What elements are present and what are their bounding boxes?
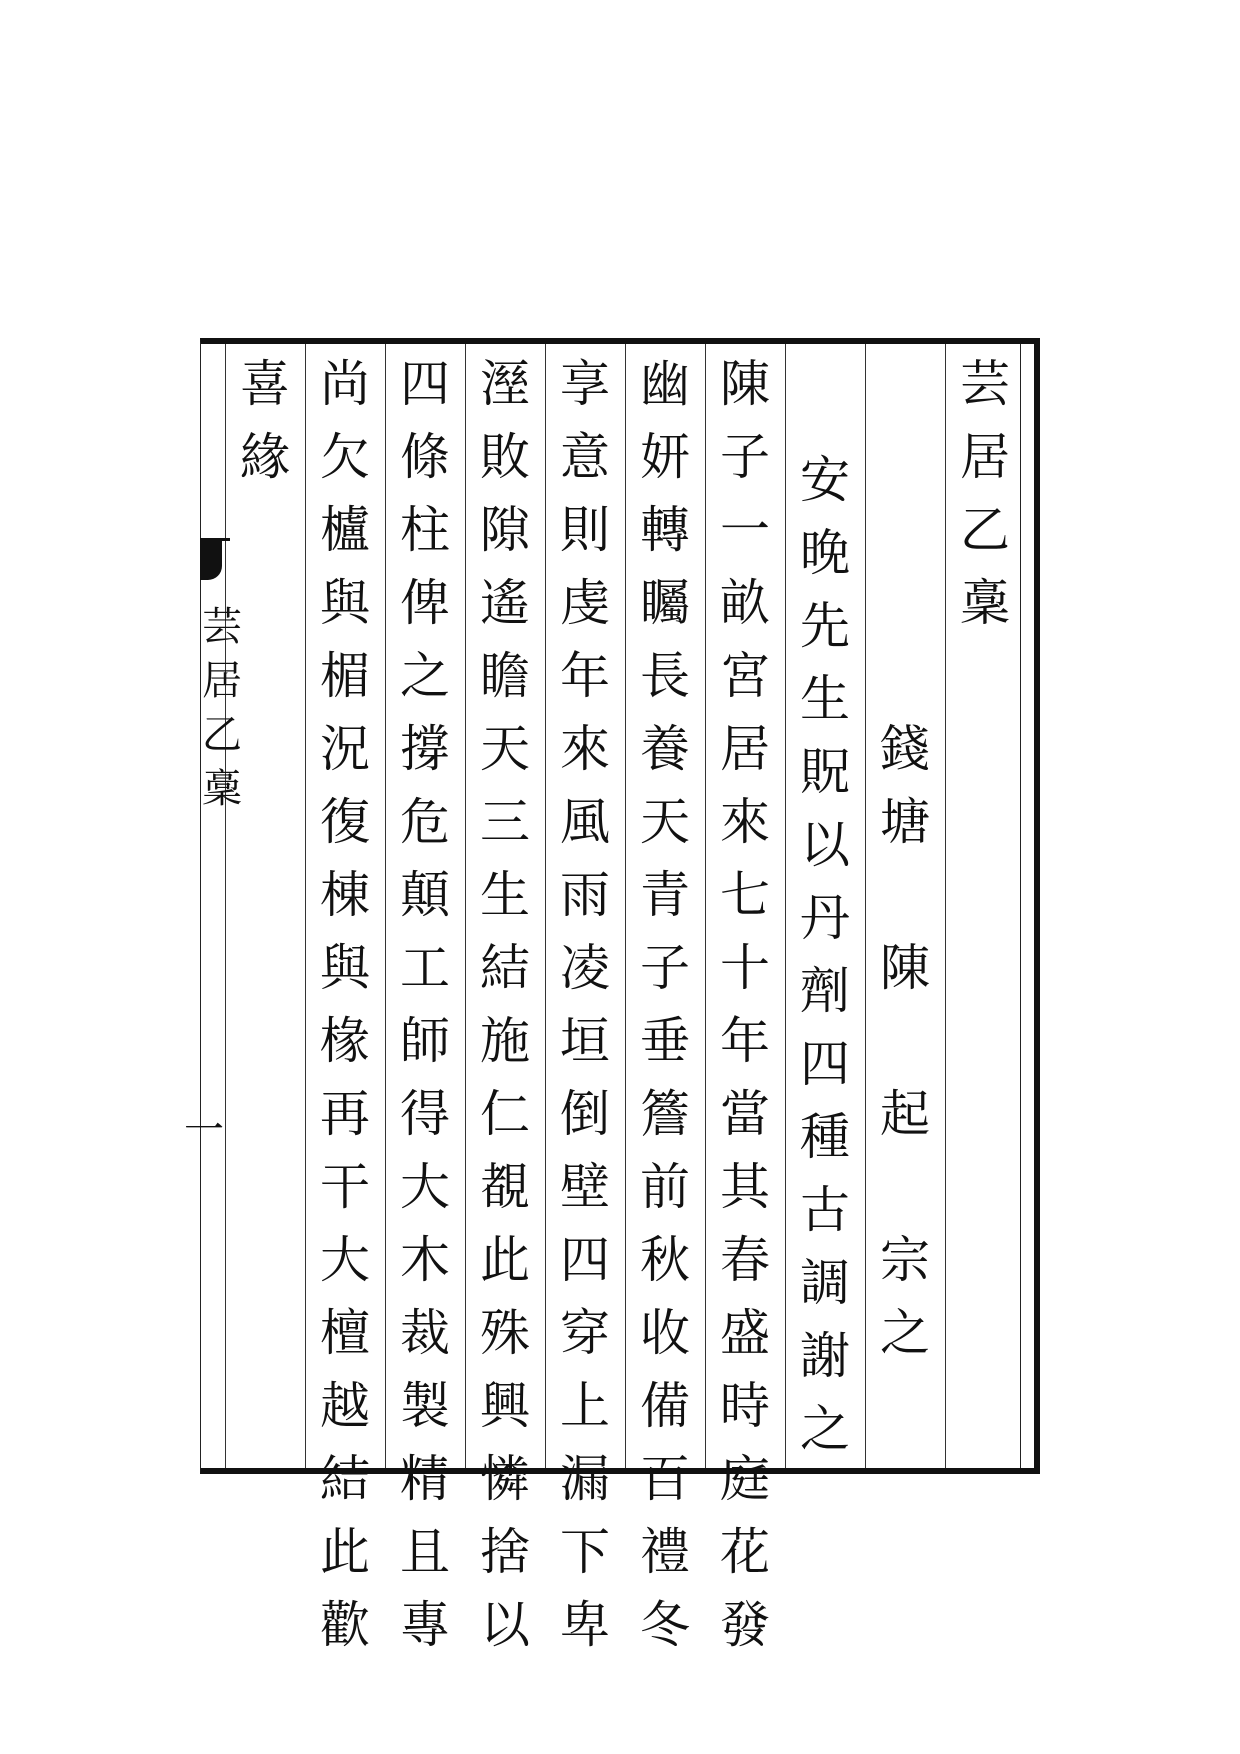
glyph: 喜 [240, 355, 290, 413]
glyph: 柱 [400, 501, 450, 559]
glyph: 製 [400, 1377, 450, 1435]
glyph: 木 [400, 1231, 450, 1289]
glyph: 之 [880, 1304, 930, 1362]
glyph: 師 [400, 1012, 450, 1070]
author-column [865, 348, 945, 1466]
glyph: 卑 [560, 1596, 610, 1654]
glyph: 興 [480, 1377, 530, 1435]
fold-edge-label [180, 600, 242, 816]
glyph: 錢 [880, 720, 930, 778]
glyph: 垂 [640, 1012, 690, 1070]
glyph: 此 [320, 1523, 370, 1581]
glyph: 子 [640, 939, 690, 997]
glyph: 陳 [880, 939, 930, 997]
glyph: 冬 [640, 1596, 690, 1654]
text-column-5 [385, 348, 465, 1654]
glyph: 結 [480, 939, 530, 997]
glyph: 百 [640, 1450, 690, 1508]
glyph: 遙 [480, 574, 530, 632]
glyph: 來 [560, 720, 610, 778]
glyph: 仁 [480, 1085, 530, 1143]
glyph: 幽 [640, 355, 690, 413]
glyph: 年 [560, 647, 610, 705]
glyph: 且 [400, 1523, 450, 1581]
glyph: 瞻 [480, 647, 530, 705]
fold-label-glyph: 芸 [202, 604, 242, 650]
glyph: 凌 [560, 939, 610, 997]
glyph: 況 [320, 720, 370, 778]
glyph: 裁 [400, 1304, 450, 1362]
glyph: 覩 [480, 1158, 530, 1216]
glyph: 隙 [480, 501, 530, 559]
indent-space [869, 567, 941, 640]
text-column-2 [625, 348, 705, 1654]
glyph: 青 [640, 866, 690, 924]
glyph: 以 [800, 816, 850, 874]
glyph: 養 [640, 720, 690, 778]
glyph: 大 [400, 1158, 450, 1216]
glyph: 殊 [480, 1304, 530, 1362]
glyph: 撐 [400, 720, 450, 778]
glyph: 垣 [560, 1012, 610, 1070]
glyph: 古 [800, 1181, 850, 1239]
fold-label-glyph: 居 [202, 658, 242, 704]
glyph: 禮 [640, 1523, 690, 1581]
glyph: 庭 [720, 1450, 770, 1508]
glyph: 欠 [320, 428, 370, 486]
glyph: 越 [320, 1377, 370, 1435]
glyph: 居 [720, 720, 770, 778]
glyph: 轉 [640, 501, 690, 559]
glyph: 天 [480, 720, 530, 778]
glyph: 壁 [560, 1158, 610, 1216]
text-column-4 [465, 348, 545, 1654]
glyph: 歡 [320, 1596, 370, 1654]
glyph: 漏 [560, 1450, 610, 1508]
char-gap [869, 1005, 941, 1078]
glyph: 畝 [720, 574, 770, 632]
glyph: 結 [320, 1450, 370, 1508]
glyph: 十 [720, 939, 770, 997]
glyph: 劑 [800, 962, 850, 1020]
text-column-6 [305, 348, 385, 1654]
fold-edge-page-number [184, 1107, 226, 1153]
glyph: 危 [400, 793, 450, 851]
glyph: 此 [480, 1231, 530, 1289]
glyph: 妍 [640, 428, 690, 486]
glyph: 安 [800, 451, 850, 509]
glyph: 檀 [320, 1304, 370, 1362]
glyph: 雨 [560, 866, 610, 924]
glyph: 丹 [800, 889, 850, 947]
glyph: 三 [480, 793, 530, 851]
glyph: 享 [560, 355, 610, 413]
glyph: 之 [800, 1400, 850, 1458]
glyph: 天 [640, 793, 690, 851]
glyph: 收 [640, 1304, 690, 1362]
glyph: 長 [640, 647, 690, 705]
glyph: 再 [320, 1085, 370, 1143]
indent-space [869, 494, 941, 567]
text-column-1 [705, 348, 785, 1654]
glyph: 尚 [320, 355, 370, 413]
indent-space [789, 348, 861, 396]
glyph: 緣 [240, 428, 290, 486]
glyph: 宗 [880, 1231, 930, 1289]
glyph: 生 [800, 670, 850, 728]
glyph: 子 [720, 428, 770, 486]
glyph: 條 [400, 428, 450, 486]
glyph: 楣 [320, 647, 370, 705]
indent-space [869, 421, 941, 494]
glyph: 塘 [880, 793, 930, 851]
glyph: 以 [480, 1596, 530, 1654]
glyph: 調 [800, 1254, 850, 1312]
glyph: 棟 [320, 866, 370, 924]
glyph: 晚 [800, 524, 850, 582]
glyph: 之 [400, 647, 450, 705]
glyph: 宮 [720, 647, 770, 705]
glyph: 四 [800, 1035, 850, 1093]
glyph: 花 [720, 1523, 770, 1581]
fold-edge-fishtail [200, 540, 222, 580]
glyph: 四 [400, 355, 450, 413]
glyph: 與 [320, 939, 370, 997]
glyph: 施 [480, 1012, 530, 1070]
fold-label-glyph: 乙 [202, 712, 242, 758]
glyph: 稾 [960, 574, 1010, 632]
text-column-7 [225, 348, 305, 1466]
glyph: 先 [800, 597, 850, 655]
glyph: 其 [720, 1158, 770, 1216]
glyph: 復 [320, 793, 370, 851]
indent-space [789, 396, 861, 444]
fold-label-glyph: 稾 [202, 766, 242, 812]
glyph: 時 [720, 1377, 770, 1435]
glyph: 一 [720, 501, 770, 559]
glyph: 謝 [800, 1327, 850, 1385]
glyph: 當 [720, 1085, 770, 1143]
glyph: 貺 [800, 743, 850, 801]
heading-column [785, 348, 865, 1466]
glyph: 專 [400, 1596, 450, 1654]
glyph: 與 [320, 574, 370, 632]
glyph: 乙 [960, 501, 1010, 559]
glyph: 憐 [480, 1450, 530, 1508]
glyph: 居 [960, 428, 1010, 486]
glyph: 春 [720, 1231, 770, 1289]
glyph: 風 [560, 793, 610, 851]
glyph: 下 [560, 1523, 610, 1581]
glyph: 顛 [400, 866, 450, 924]
indent-space [869, 348, 941, 421]
glyph: 秋 [640, 1231, 690, 1289]
glyph: 捨 [480, 1523, 530, 1581]
glyph: 大 [320, 1231, 370, 1289]
glyph: 四 [560, 1231, 610, 1289]
glyph: 椽 [320, 1012, 370, 1070]
glyph: 發 [720, 1596, 770, 1654]
fold-page-number-text: 一 [184, 1107, 224, 1153]
char-gap [869, 859, 941, 932]
glyph: 盛 [720, 1304, 770, 1362]
glyph: 年 [720, 1012, 770, 1070]
text-column-3 [545, 348, 625, 1654]
glyph: 溼 [480, 355, 530, 413]
glyph: 陳 [720, 355, 770, 413]
indent-space [869, 640, 941, 713]
glyph: 上 [560, 1377, 610, 1435]
glyph: 起 [880, 1085, 930, 1143]
glyph: 簷 [640, 1085, 690, 1143]
glyph: 生 [480, 866, 530, 924]
glyph: 俾 [400, 574, 450, 632]
glyph: 則 [560, 501, 610, 559]
glyph: 虔 [560, 574, 610, 632]
glyph: 備 [640, 1377, 690, 1435]
title-column [945, 348, 1025, 1466]
glyph: 來 [720, 793, 770, 851]
glyph: 穿 [560, 1304, 610, 1362]
glyph: 櫨 [320, 501, 370, 559]
char-gap [869, 1151, 941, 1224]
glyph: 七 [720, 866, 770, 924]
glyph: 前 [640, 1158, 690, 1216]
glyph: 意 [560, 428, 610, 486]
glyph: 芸 [960, 355, 1010, 413]
glyph: 種 [800, 1108, 850, 1166]
glyph: 工 [400, 939, 450, 997]
glyph: 得 [400, 1085, 450, 1143]
glyph: 干 [320, 1158, 370, 1216]
glyph: 敗 [480, 428, 530, 486]
glyph: 精 [400, 1450, 450, 1508]
glyph: 矚 [640, 574, 690, 632]
glyph: 倒 [560, 1085, 610, 1143]
